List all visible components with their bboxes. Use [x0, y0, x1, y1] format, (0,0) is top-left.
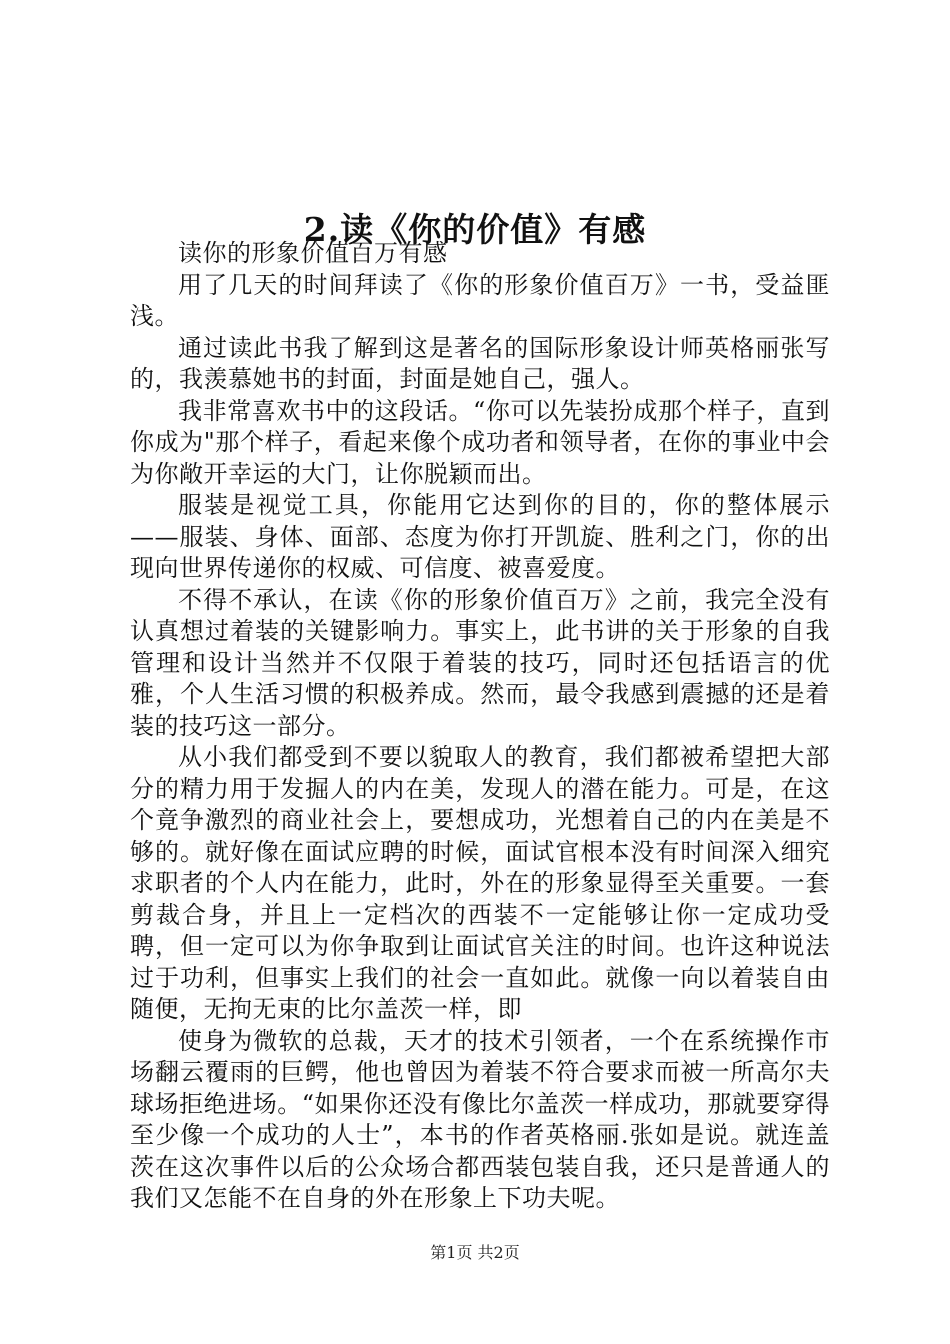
paragraph: 我非常喜欢书中的这段话。“你可以先装扮成那个样子，直到你成为"那个样子，看起来像个成功者和领导者，在你的事业中会为你敞开幸运的大门，让你脱颖而出。: [130, 396, 830, 488]
paragraph: 通过读此书我了解到这是著名的国际形象设计师英格丽张写的，我羡慕她书的封面，封面是她自己，强人。: [130, 333, 830, 393]
paragraph: 用了几天的时间拜读了《你的形象价值百万》一书，受益匪浅。: [130, 270, 830, 330]
paragraph-subtitle: 读你的形象价值百万有感: [178, 239, 448, 267]
paragraph: 不得不承认，在读《你的形象价值百万》之前，我完全没有认真想过着装的关键影响力。事实上，此书讲的关于形象的自我管理和设计当然并不仅限于着装的技巧，同时还包括语言的优雅，个人生活习惯的积极养成。然而，最令我感到震撼的还是着装的技巧这一部分。: [130, 585, 830, 740]
document-title: 2.读《你的价值》有感: [303, 210, 647, 250]
paragraph: 服装是视觉工具，你能用它达到你的目的，你的整体展示——服装、身体、面部、态度为你打开凯旋、胜利之门，你的出现向世界传递你的权威、可信度、被喜爱度。: [130, 491, 830, 582]
paragraph: 使身为微软的总裁，天才的技术引领者，一个在系统操作市场翻云覆雨的巨鳄，他也曾因为着装不符合要求而被一所高尔夫球场拒绝进场。“如果你还没有像比尔盖茨一样成功，那就要穿得至少像一个成功的人士”，本书的作者英格丽.张如是说。就连盖茨在这次事件以后的公众场合都西装包装自我，还只是普通人的我们又怎能不在自身的外在形象上下功夫呢。: [130, 1026, 830, 1212]
paragraph: 从小我们都受到不要以貌取人的教育，我们都被希望把大部分的精力用于发掘人的内在美，发现人的潜在能力。可是，在这个竟争激烈的商业社会上，要想成功，光想着自己的内在美是不够的。就好像在面试应聘的时候，面试官根本没有时间深入细究求职者的个人内在能力，此时，外在的形象显得至关重要。一套剪裁合身，并且上一定档次的西装不一定能够让你一定成功受聘，但一定可以为你争取到让面试官关注的时间。也许这种说法过于功利，但事实上我们的社会一直如此。就像一向以着装自由随便，无拘无束的比尔盖茨一样，即: [130, 743, 830, 1023]
document-body: [130, 238, 830, 1215]
page-number-footer: 第1页 共2页: [430, 1243, 520, 1262]
